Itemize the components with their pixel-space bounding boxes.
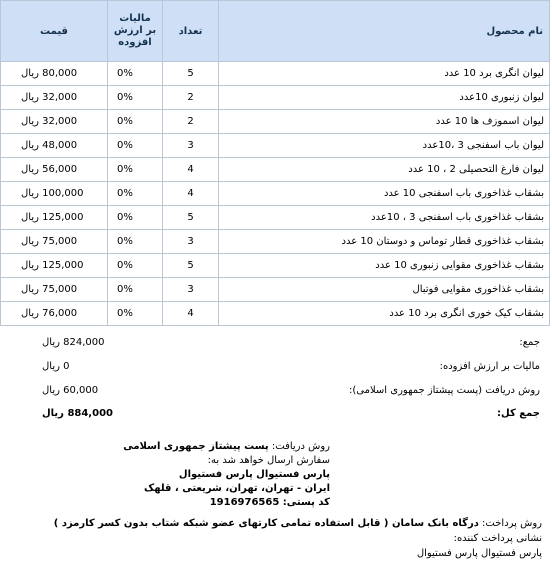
tax-rate: 0% [108,302,163,326]
header-quantity: تعداد [163,1,219,62]
quantity: 4 [163,158,219,182]
quantity: 5 [163,206,219,230]
subtotal-value: 824,000 ریال [42,337,105,348]
postal-code-value: 1916976565 [209,497,280,508]
product-name: بشقاب کیک خوری انگری برد 10 عدد [219,302,550,326]
payment-info [7,516,542,561]
tax-rate: 0% [108,110,163,134]
header-tax [108,1,163,62]
product-name: بشقاب غذاخوری باب اسفنجی 10 عدد [219,182,550,206]
price: 125,000 ریال [1,254,108,278]
product-name: لیوان باب اسفنجی 3 ،10عدد [219,134,550,158]
table-row [1,134,550,158]
price: 75,000 ریال [1,278,108,302]
postal-code-label: کد پستی: [282,497,330,508]
quantity: 4 [163,302,219,326]
product-name: لیوان فارغ التحصیلی 2 ، 10 عدد [219,158,550,182]
price: 100,000 ریال [1,182,108,206]
recipient-address: ایران - تهران، تهران، شریعتی ، قلهک [143,483,330,494]
header-tax-line-2: بر ارزش [113,25,157,36]
shipping-method-label: روش دریافت: [271,441,330,452]
tax-rate: 0% [108,158,163,182]
table-row [1,86,550,110]
table-row [1,254,550,278]
tax-row [0,361,552,381]
subtotal-label: جمع: [519,337,540,348]
postal-code-line [10,496,330,510]
payer-name: پارس فستیوال پارس فستیوال [416,548,542,559]
table-row [1,278,550,302]
quantity: 3 [163,134,219,158]
shipping-method-value: پست پیشتاز جمهوری اسلامی [123,441,269,452]
tax-rate: 0% [108,182,163,206]
tax-rate: 0% [108,62,163,86]
header-product-name: نام محصول [219,1,550,62]
tax-rate: 0% [108,254,163,278]
quantity: 4 [163,182,219,206]
product-name: لیوان انگری برد 10 عدد [219,62,550,86]
quantity: 2 [163,86,219,110]
quantity: 5 [163,62,219,86]
quantity: 3 [163,230,219,254]
header-tax-line-1: مالیات [119,13,151,24]
grand-total-label: جمع کل: [497,408,540,419]
tax-rate: 0% [108,206,163,230]
shipping-cost-row [0,385,552,405]
product-name: بشقاب غذاخوری مقوایی زنبوری 10 عدد [219,254,550,278]
quantity: 3 [163,278,219,302]
tax-value: 0 ریال [42,361,70,372]
shipping-cost-value: 60,000 ریال [42,385,99,396]
table-row [1,302,550,326]
payer-label: نشانی پرداخت کننده: [453,533,542,544]
price: 56,000 ریال [1,158,108,182]
tax-rate: 0% [108,278,163,302]
shipping-method-line [10,440,330,454]
table-row [1,110,550,134]
send-to-line: سفارش ارسال خواهد شد به: [207,455,330,466]
tax-rate: 0% [108,134,163,158]
grand-total-value: 884,000 ریال [42,408,113,419]
price: 48,000 ریال [1,134,108,158]
header-tax-line-3: افزوده [118,37,152,48]
table-row [1,206,550,230]
tax-label: مالیات بر ارزش افزوده: [439,361,540,372]
grand-total-row [0,408,552,428]
quantity: 2 [163,110,219,134]
payment-method-value: درگاه بانک سامان ( قابل استفاده تمامی کارتهای عضو شبکه شتاب بدون کسر کارمزد ) [53,518,479,529]
price: 32,000 ریال [1,110,108,134]
product-name: بشقاب غذاخوری باب اسفنجی 3 ، 10عدد [219,206,550,230]
price: 125,000 ریال [1,206,108,230]
table-row [1,182,550,206]
table-row [1,230,550,254]
price: 76,000 ریال [1,302,108,326]
table-row [1,158,550,182]
shipping-cost-label: روش دریافت (پست پیشتاز جمهوری اسلامی): [349,385,540,396]
table-header-row [1,1,550,62]
payment-method-label: روش پرداخت: [482,518,542,529]
recipient-name: پارس فستیوال پارس فستیوال [178,469,330,480]
payment-method-line [7,516,542,531]
quantity: 5 [163,254,219,278]
product-name: لیوان زنبوری 10عدد [219,86,550,110]
header-price: قیمت [1,1,108,62]
subtotal-row [0,337,552,357]
product-name: بشقاب غذاخوری قطار توماس و دوستان 10 عدد [219,230,550,254]
shipping-info [10,440,330,510]
product-name: بشقاب غذاخوری مقوایی فوتبال [219,278,550,302]
price: 80,000 ریال [1,62,108,86]
price: 75,000 ریال [1,230,108,254]
tax-rate: 0% [108,230,163,254]
tax-rate: 0% [108,86,163,110]
product-name: لیوان اسموزف ها 10 عدد [219,110,550,134]
table-row [1,62,550,86]
price: 32,000 ریال [1,86,108,110]
